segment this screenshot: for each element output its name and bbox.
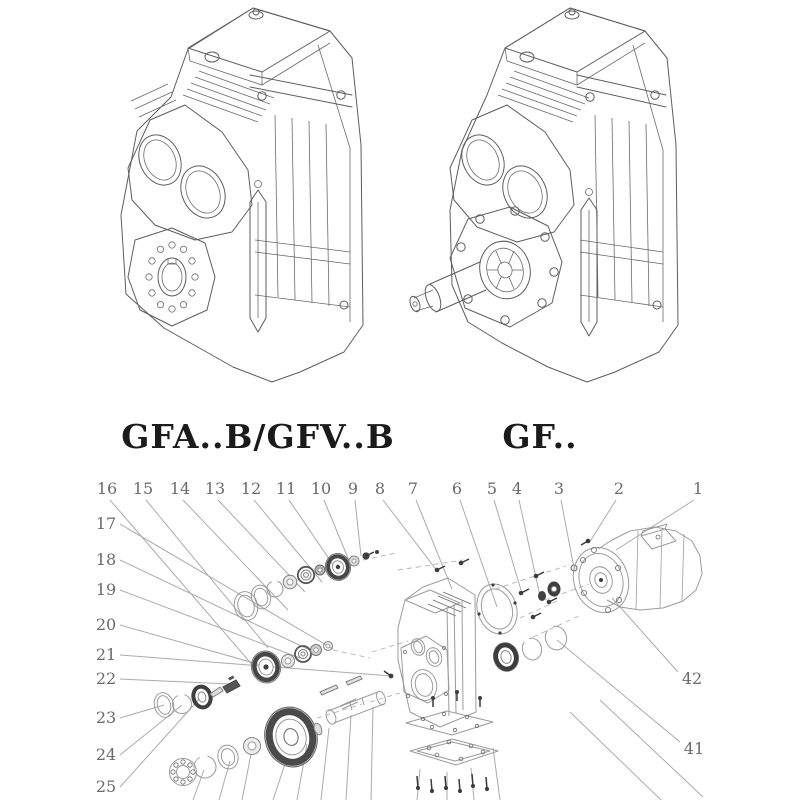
callout-24: 24 — [95, 745, 117, 764]
callout-4: 4 — [511, 479, 523, 498]
callout-1: 1 — [692, 479, 704, 498]
callout-21: 21 — [95, 645, 117, 664]
exploded-parts-diagram — [96, 479, 704, 800]
callout-13: 13 — [204, 479, 226, 498]
output-shaft — [408, 262, 486, 313]
retaining-ring-a — [520, 636, 544, 662]
gear-housing — [398, 578, 476, 727]
leader-lines — [110, 500, 703, 800]
tie-rod — [581, 189, 597, 337]
callout-3: 3 — [553, 479, 565, 498]
callout-5: 5 — [486, 479, 498, 498]
callout-numbers — [96, 479, 704, 796]
hollow-shaft-hub — [128, 228, 215, 326]
callout-11: 11 — [275, 479, 297, 498]
tie-rod — [250, 181, 266, 333]
retaining-ring-b — [543, 624, 569, 653]
callout-20: 20 — [95, 615, 117, 634]
helical-gear — [259, 702, 324, 773]
callout-22: 22 — [95, 669, 117, 688]
callout-15: 15 — [132, 479, 154, 498]
cooling-fins-top — [131, 71, 274, 122]
ball-bearing — [170, 759, 197, 786]
callout-12: 12 — [240, 479, 262, 498]
flange-gasket-ring — [471, 579, 524, 640]
callout-10: 10 — [310, 479, 332, 498]
callout-9: 9 — [347, 479, 359, 498]
callout-19: 19 — [95, 580, 117, 599]
callout-7: 7 — [407, 479, 419, 498]
callout-8: 8 — [374, 479, 386, 498]
output-flange — [450, 207, 562, 327]
callout-18: 18 — [95, 550, 117, 569]
bottom-cover-plate — [410, 739, 498, 765]
callout-6: 6 — [451, 479, 463, 498]
callout-14: 14 — [169, 479, 191, 498]
callout-23: 23 — [95, 708, 117, 727]
callout-2: 2 — [613, 479, 625, 498]
callout-41: 41 — [683, 739, 705, 758]
assembly-axis-dashed-lines — [317, 553, 589, 718]
callout-17: 17 — [95, 514, 117, 533]
gearbox-hollow-shaft-drawing — [121, 8, 363, 382]
callout-25: 25 — [95, 777, 117, 796]
callout-42: 42 — [681, 669, 703, 688]
callout-16: 16 — [96, 479, 118, 498]
gearbox-solid-shaft-drawing — [408, 8, 678, 382]
side-frame-and-fins — [250, 45, 352, 322]
caption-gfa-gfv: GFA..B/GFV..B — [121, 417, 395, 456]
output-bearing — [490, 640, 522, 674]
caption-gf: GF.. — [502, 417, 578, 456]
side-frame-and-fins — [577, 45, 666, 322]
cooling-fins-top — [498, 71, 589, 122]
